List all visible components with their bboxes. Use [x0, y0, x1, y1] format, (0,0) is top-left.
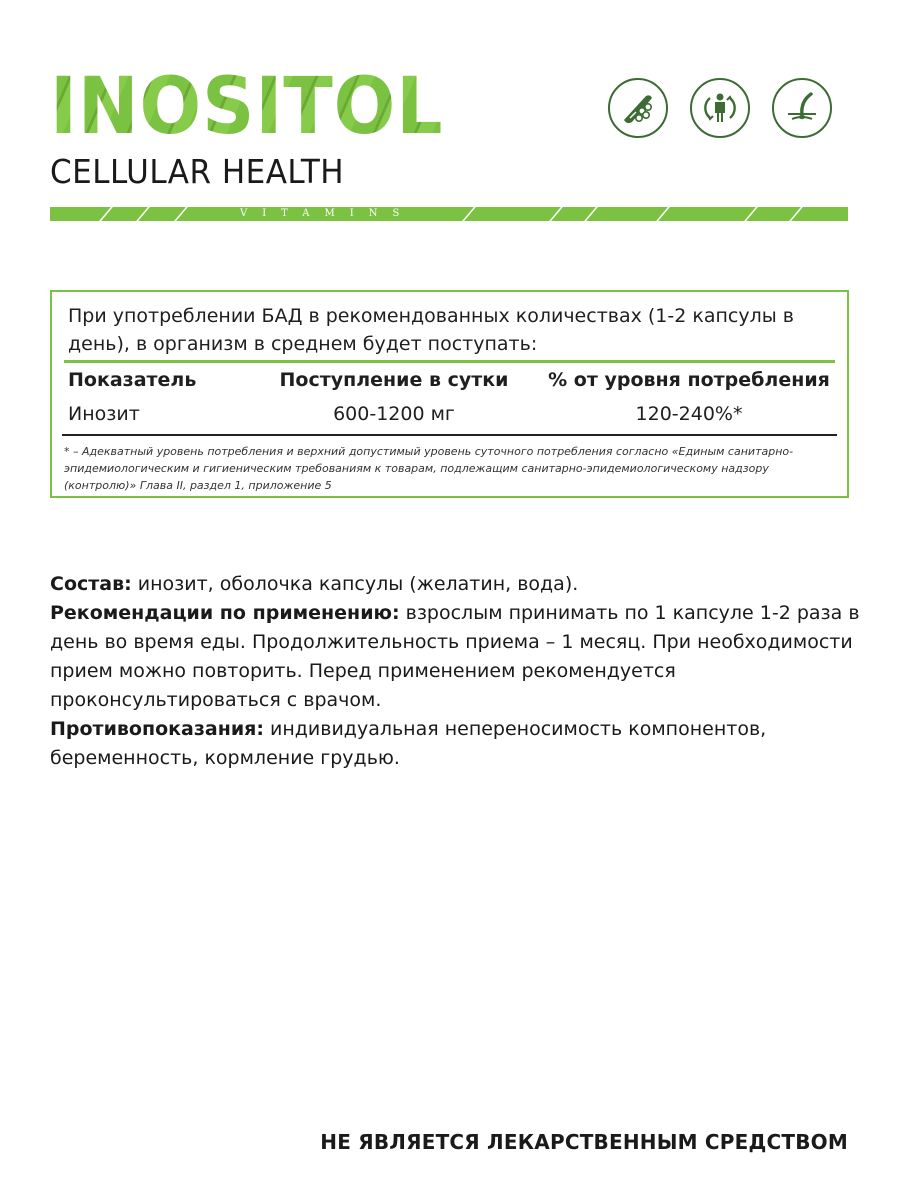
product-description [50, 570, 860, 773]
brand-stripe-text: VITAMINS [240, 208, 415, 219]
column-header-percent: % от уровня потребления [548, 369, 830, 391]
benefit-icons [608, 78, 832, 138]
recommendations-text: взрослым принимать по 1 капсуле 1-2 раза в день во время еды. Продолжительность приема – 1 месяц. При необходимости прием можно повторить. Перед применением рекомендуется проконсультироваться с врачом. [50, 602, 860, 711]
daily-intake-box [50, 290, 849, 498]
product-subtitle: CELLULAR HEALTH [50, 152, 345, 191]
contraindications-paragraph [50, 715, 860, 773]
not-a-medicine-disclaimer: НЕ ЯВЛЯЕТСЯ ЛЕКАРСТВЕННЫМ СРЕДСТВОМ [320, 1130, 848, 1154]
composition-paragraph [50, 570, 860, 599]
footnote: * – Адекватный уровень потребления и верхний допустимый уровень суточного потребления согласно «Единым санитарно-эпидемиологическим и гигиеническим требованиям к товарам, подлежащим санитарно-эпидемиологическому надзору (контролю)» Глава II, раздел 1, приложение 5 [64, 445, 794, 492]
table-header-divider [64, 360, 835, 363]
table-bottom-divider [62, 434, 837, 436]
recommendations-label: Рекомендации по применению: [50, 602, 400, 624]
cells-vessel-icon [608, 78, 668, 138]
composition-label: Состав: [50, 573, 132, 595]
contraindications-label: Противопоказания: [50, 718, 264, 740]
recommendations-paragraph [50, 599, 860, 715]
column-header-daily-intake: Поступление в сутки [279, 369, 509, 391]
intake-intro: При употреблении БАД в рекомендованных количествах (1-2 капсулы в день), в организм в среднем будет поступать: [68, 305, 794, 355]
human-body-cycle-icon [690, 78, 750, 138]
product-title: INOSITOL [50, 62, 444, 152]
cell-percent: 120-240%* [635, 403, 743, 425]
column-header-indicator: Показатель [68, 369, 197, 391]
hair-follicle-icon [772, 78, 832, 138]
cell-daily-intake: 600-1200 мг [333, 403, 455, 425]
brand-stripe [50, 207, 848, 221]
contraindications-text: индивидуальная непереносимость компонентов, беременность, кормление грудью. [50, 718, 767, 769]
cell-indicator: Инозит [68, 403, 140, 425]
composition-text: инозит, оболочка капсулы (желатин, вода). [131, 573, 579, 595]
